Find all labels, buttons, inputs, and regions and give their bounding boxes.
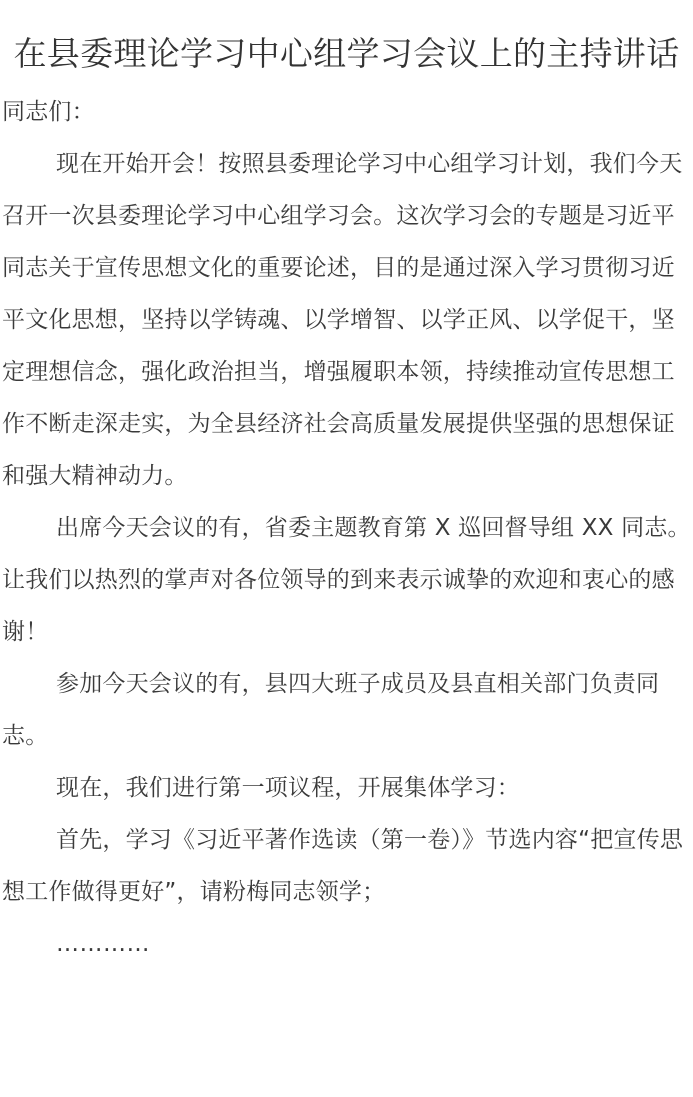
paragraph-attendees-guests: 出席今天会议的有，省委主题教育第 X 巡回督导组 XX 同志。让我们以热烈的掌声对各位领导的到来表示诚挚的欢迎和衷心的感谢！ (2, 515, 691, 645)
document-body (0, 78, 693, 970)
document-title: 在县委理论学习中心组学习会议上的主持讲话 (13, 34, 680, 73)
salutation: 同志们： (2, 99, 95, 125)
paragraph-agenda-item: 现在，我们进行第一项议程，开展集体学习： (56, 775, 520, 801)
ellipsis: ………… (56, 931, 150, 957)
paragraph-first-study: 首先，学习《习近平著作选读（第一卷）》节选内容“把宣传思想工作做得更好”，请粉梅同志领学； (2, 827, 684, 905)
paragraph-attendees-members: 参加今天会议的有，县四大班子成员及县直相关部门负责同志。 (2, 671, 660, 749)
paragraph-opening: 现在开始开会！按照县委理论学习中心组学习计划，我们今天召开一次县委理论学习中心组学习会。这次学习会的专题是习近平同志关于宣传思想文化的重要论述，目的是通过深入学习贯彻习近平文化思想，坚持以学铸魂、以学增智、以学正风、以学促干，坚定理想信念，强化政治担当，增强履职本领，持续推动宣传思想工作不断走深走实，为全县经济社会高质量发展提供坚强的思想保证和强大精神动力。 (2, 151, 683, 489)
